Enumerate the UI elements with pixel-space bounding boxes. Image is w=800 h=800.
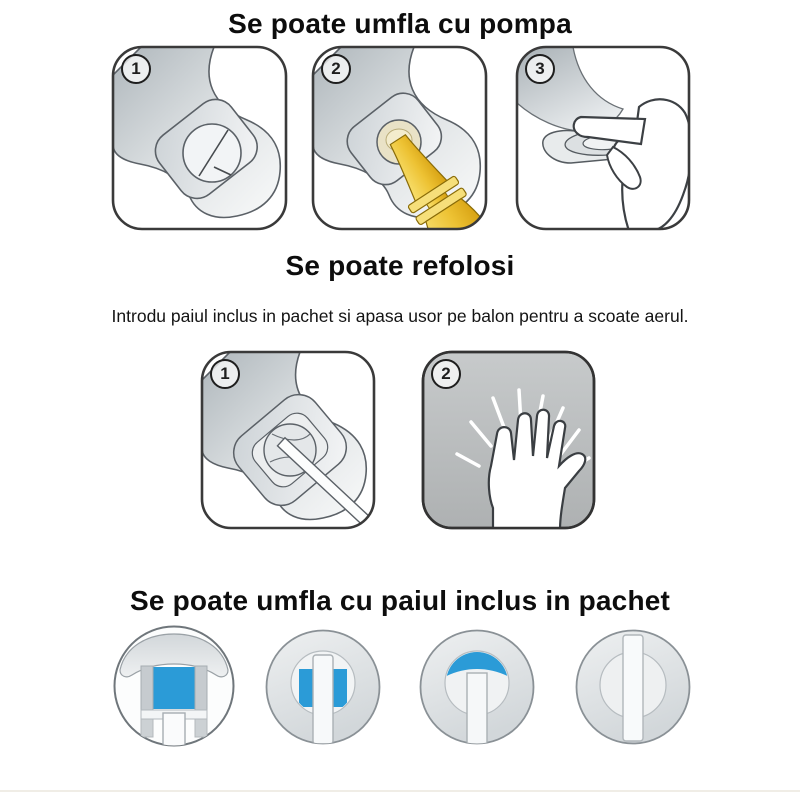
pump-step-panel-2 [311, 45, 488, 231]
valve-cross-section-2 [265, 629, 381, 745]
valve-opening [183, 124, 241, 182]
reuse-step-panel-2 [421, 350, 596, 530]
valve-cross-section-1 [112, 624, 236, 748]
valve-cutaway-icon [575, 629, 691, 745]
reuse-section-title: Se poate refolosi [285, 250, 515, 281]
pump-step-panel-1 [111, 45, 288, 231]
reuse-section-description: Introdu paiul inclus in pachet si apasa usor pe balon pentru a scoate aerul. [111, 306, 689, 326]
valve-cutaway-icon [419, 629, 535, 745]
valve-cutaway-icon [112, 624, 236, 748]
step-number-badge: 1 [210, 359, 240, 389]
straw [163, 713, 185, 748]
step-number-badge: 1 [121, 54, 151, 84]
straw [623, 635, 643, 741]
air-chamber-blue [153, 667, 195, 709]
pump-step-panel-3 [515, 45, 691, 231]
straw-section-title: Se poate umfla cu paiul inclus in pachet [129, 585, 671, 616]
page-bottom-line [0, 790, 800, 792]
step-number-badge: 2 [321, 54, 351, 84]
valve-cross-section-4 [575, 629, 691, 745]
valve-cutaway-icon [265, 629, 381, 745]
step-number-badge: 2 [431, 359, 461, 389]
valve-cross-section-3 [419, 629, 535, 745]
pump-section-title: Se poate umfla cu pompa [228, 8, 572, 39]
straw [313, 655, 333, 744]
straw [467, 673, 487, 745]
hand [574, 99, 691, 231]
reuse-step-panel-1 [200, 350, 376, 530]
step-number-badge: 3 [525, 54, 555, 84]
